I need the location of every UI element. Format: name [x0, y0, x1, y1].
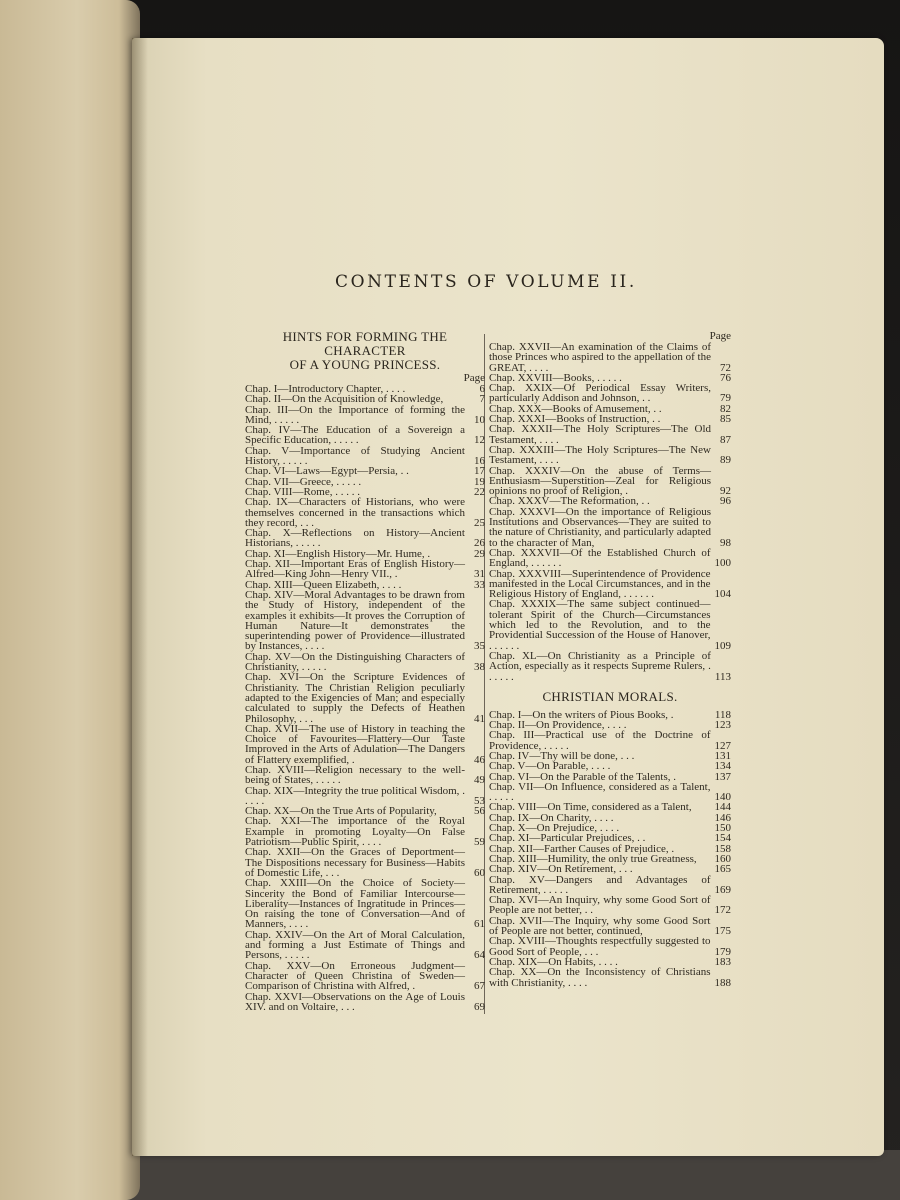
toc-entry [489, 651, 731, 682]
toc-entry-title: Chap. XVII—The Inquiry, why some Good Sort of People are not better, continued, [489, 914, 711, 938]
page-column-label: Page [709, 330, 731, 342]
toc-entry-title: Chap. XXX—Books of Amusement, . . [489, 402, 662, 415]
toc-entry-title: Chap. XII—Farther Causes of Prejudice, . [489, 842, 675, 855]
toc-entry [489, 569, 731, 600]
toc-entry-title: Chap. XXII—On the Graces of Deportment—The Dispositions necessary for Business—Habits of Domestic Life, . . . [245, 846, 465, 879]
toc-entry-title: Chap. XXXIV—On the abuse of Terms—Enthusiasm—Superstition—Zeal for Religious opinions no proof of Religion, . [489, 464, 711, 498]
toc-entry-title: Chap. XXXVII—Of the Established Church of England, . . . . . . [489, 546, 711, 570]
toc-entry-page: 160 [714, 852, 731, 865]
toc-entry-title: Chap. XXI—The importance of the Royal Example in promoting Loyalty—On False Patriotism—Public Spirit, . . . . [245, 815, 465, 849]
page-title: CONTENTS OF VOLUME II. [335, 272, 637, 292]
toc-entry-title: Chap. XVIII—Religion necessary to the well-being of States, . . . . . [245, 763, 465, 787]
toc-entry-title: Chap. XVII—The use of History in teaching the Choice of Favourites—Flattery—Our Taste Improved in the Arts of Adulation—The Dangers of Flattery exemplified, . [245, 722, 465, 766]
toc-entry-page: 19 [474, 475, 485, 488]
toc-entry-page: 179 [714, 945, 731, 958]
toc-entry-page: 140 [714, 791, 731, 804]
toc-entry-title: Chap. IX—On Charity, . . . . [489, 811, 614, 824]
section-title-line-1: HINTS FOR FORMING THE CHARACTER [282, 329, 448, 358]
toc-entry [489, 875, 731, 896]
toc-entry-title: Chap. XXXIX—The same subject continued—tolerant Spirit of the Church—Circumstances which led to the Revolution, and to the Providential Succession of the House of Hanover, . . . . . . [489, 598, 711, 652]
toc-entry-title: Chap. XV—Dangers and Advantages of Retirement, . . . . . [489, 873, 711, 896]
toc-entry-page: 72 [720, 361, 731, 374]
toc-entry-page: 118 [714, 708, 731, 721]
toc-entry [245, 878, 485, 929]
toc-entry-page: 154 [714, 832, 731, 845]
toc-entry [245, 672, 485, 723]
toc-entry-list [489, 342, 731, 682]
toc-entry-title: Chap. IV—The Education of a Sovereign a Specific Education, . . . . . [245, 424, 465, 447]
toc-entry [489, 864, 731, 874]
toc-entry-title: Chap. XI—Particular Prejudices, . . [489, 832, 646, 845]
toc-entry-page: 46 [474, 753, 485, 766]
toc-entry-page: 53 [474, 794, 485, 807]
toc-entry [489, 342, 731, 373]
toc-entry-list [245, 384, 485, 1012]
toc-entry-page: 172 [714, 904, 731, 917]
toc-entry [245, 559, 485, 580]
toc-entry-page: 69 [474, 1000, 485, 1013]
toc-entry-title: Chap. I—On the writers of Pious Books, . [489, 708, 674, 721]
toc-entry-page: 144 [714, 801, 731, 814]
toc-entry [489, 424, 731, 445]
toc-entry [245, 786, 485, 807]
toc-entry-page: 22 [474, 485, 485, 498]
toc-entry-title: Chap. II—On Providence, . . . . [489, 719, 627, 732]
toc-entry-title: Chap. XX—On the Inconsistency of Christians with Christianity, . . . . [489, 966, 711, 989]
toc-entry-title: Chap. XXXI—Books of Instruction, . . [489, 413, 661, 426]
toc-entry-page: 60 [474, 866, 485, 879]
toc-entry-page: 188 [714, 976, 731, 989]
toc-entry-page: 38 [474, 661, 485, 674]
contents-right-column [489, 330, 731, 988]
toc-entry-page: 183 [714, 955, 731, 968]
toc-entry [245, 847, 485, 878]
toc-entry-page: 96 [720, 495, 731, 508]
toc-entry-page: 31 [474, 568, 485, 581]
toc-entry-page: 26 [474, 537, 485, 550]
toc-entry-title: Chap. XVI—An Inquiry, why some Good Sort of People are not better, . . [489, 894, 711, 917]
toc-entry-page: 175 [714, 925, 731, 938]
toc-entry-page: 12 [474, 434, 485, 447]
toc-entry [245, 425, 485, 446]
toc-entry-page: 150 [714, 822, 731, 835]
toc-entry-title: Chap. VI—Laws—Egypt—Persia, . . [245, 465, 409, 478]
toc-entry [245, 765, 485, 786]
toc-entry-title: Chap. III—Practical use of the Doctrine of Providence, . . . . . [489, 729, 711, 752]
toc-entry-page: 82 [720, 402, 731, 415]
toc-entry-page: 10 [474, 413, 485, 426]
toc-entry-title: Chap. XIV—On Retirement, . . . [489, 863, 633, 876]
toc-entry-title: Chap. VIII—On Time, considered as a Talent, [489, 801, 692, 814]
toc-entry-title: Chap. VII—On Influence, considered as a Talent, . . . . . [489, 780, 711, 804]
toc-entry [245, 992, 485, 1013]
toc-entry [489, 383, 731, 404]
toc-entry-title: Chap. X—On Prejudice, . . . . [489, 822, 620, 835]
toc-entry [489, 895, 731, 916]
toc-entry [245, 497, 485, 528]
toc-entry-page: 146 [714, 811, 731, 824]
toc-entry-page: 16 [474, 455, 485, 468]
toc-entry [489, 936, 731, 957]
toc-entry [245, 930, 485, 961]
toc-entry [245, 528, 485, 549]
toc-entry-title: Chap. XII—Important Eras of English History—Alfred—King John—Henry VII., . [245, 558, 465, 581]
toc-entry-page: 76 [720, 371, 731, 384]
toc-entry-title: Chap. XXVI—Observations on the Age of Louis XIV. and on Voltaire, . . . [245, 990, 465, 1013]
toc-entry-list [489, 710, 731, 988]
toc-entry [489, 599, 731, 650]
toc-entry-title: Chap. XIX—Integrity the true political Wisdom, . . . . . [245, 784, 465, 807]
toc-entry-title: Chap. XI—English History—Mr. Hume, . [245, 547, 431, 560]
toc-entry [489, 466, 731, 497]
toc-entry-page: 109 [714, 639, 731, 652]
toc-entry-title: Chap. XIII—Queen Elizabeth, . . . . [245, 578, 402, 591]
toc-entry-title: Chap. XIX—On Habits, . . . . [489, 955, 618, 968]
toc-entry-page: 92 [720, 485, 731, 498]
toc-entry-title: Chap. XXVIII—Books, . . . . . [489, 371, 622, 384]
toc-entry-page: 59 [474, 836, 485, 849]
toc-entry-page: 67 [474, 980, 485, 993]
toc-entry-page: 41 [474, 712, 485, 725]
toc-entry [245, 652, 485, 673]
toc-entry-title: Chap. V—Importance of Studying Ancient History, . . . . . [245, 444, 465, 468]
toc-entry-page: 113 [714, 670, 731, 683]
toc-entry-title: Chap. XV—On the Distinguishing Characters of Christianity, . . . . . [245, 650, 465, 674]
toc-entry-title: Chap. XXXII—The Holy Scriptures—The Old Testament, . . . . [489, 423, 711, 446]
toc-entry-page: 134 [714, 760, 731, 773]
facing-page-edge [0, 0, 140, 1200]
toc-entry-title: Chap. XVI—On the Scripture Evidences of Christianity. The Christian Religion peculiarly adapted to the Exigencies of Man; and especially calculated to supply the Defects of Heathen Philosophy, . . . [245, 671, 465, 725]
toc-entry-page: 98 [720, 536, 731, 549]
toc-entry [489, 730, 731, 751]
toc-entry-page: 29 [474, 547, 485, 560]
toc-entry-title: Chap. XXIV—On the Art of Moral Calculation, and forming a Just Estimate of Things and Persons, . . . . . [245, 928, 465, 962]
toc-entry-page: 165 [714, 863, 731, 876]
toc-entry [489, 782, 731, 803]
toc-entry [489, 916, 731, 937]
toc-entry-title: Chap. XL—On Christianity as a Principle of Action, especially as it respects Supreme Rulers, . . . . . . [489, 649, 711, 683]
toc-entry-title: Chap. IV—Thy will be done, . . . [489, 749, 635, 762]
toc-entry-page: 123 [714, 719, 731, 732]
toc-entry-title: Chap. XXIII—On the Choice of Society—Sincerity the Bond of Familiar Intercourse—Liberality—Instances of Ingratitude in Princes—On raising the tone of Conversation—And of Manners, . . . . [245, 877, 465, 931]
toc-entry-title: Chap. XXXV—The Reformation, . . [489, 495, 650, 508]
toc-entry-page: 79 [720, 392, 731, 405]
toc-entry-page: 85 [720, 413, 731, 426]
toc-entry [489, 548, 731, 569]
toc-entry-page: 127 [714, 739, 731, 752]
toc-entry-title: Chap. XIV—Moral Advantages to be drawn from the Study of History, independent of the examples it exhibits—It proves the Corruption of Human Nature—It demonstrates the superintending power of Providence—illustrated by Instances, . . . . [245, 588, 465, 653]
toc-entry [245, 446, 485, 467]
toc-entry [489, 967, 731, 988]
toc-entry-page: 100 [714, 557, 731, 570]
toc-entry-page: 61 [474, 918, 485, 931]
toc-entry [245, 816, 485, 847]
toc-entry-page: 49 [474, 774, 485, 787]
toc-entry-title: Chap. IX—Characters of Historians, who were themselves concerned in the transactions which they record, . . . [245, 496, 465, 529]
toc-entry-page: 131 [714, 749, 731, 762]
toc-entry-title: Chap. XIII—Humility, the only true Greatness, [489, 852, 697, 865]
toc-entry-title: Chap. XXXIII—The Holy Scriptures—The New Testament, . . . . [489, 443, 711, 467]
toc-entry-title: Chap. VII—Greece, . . . . . [245, 475, 362, 488]
toc-entry-page: 35 [474, 640, 485, 653]
toc-entry-page: 87 [720, 433, 731, 446]
toc-entry-title: Chap. XXV—On Erroneous Judgment—Character of Queen Christina of Sweden—Comparison of Christina with Alfred, . [245, 959, 465, 993]
toc-entry-title: Chap. III—On the Importance of forming the Mind, . . . . . [245, 403, 465, 426]
toc-entry-title: Chap. VI—On the Parable of the Talents, . [489, 770, 677, 783]
toc-entry [245, 590, 485, 652]
toc-entry-title: Chap. II—On the Acquisition of Knowledge, [245, 393, 444, 406]
toc-entry-title: Chap. XXIX—Of Periodical Essay Writers, particularly Addison and Johnson, . . [489, 382, 711, 405]
toc-entry-title: Chap. XXXVI—On the importance of Religious Institutions and Observances—They are suited to the nature of Christianity, and particularly adapted to the character of Man, [489, 505, 711, 549]
toc-entry-title: Chap. XVIII—Thoughts respectfully suggested to Good Sort of People, . . . [489, 935, 711, 958]
toc-entry-title: Chap. VIII—Rome, . . . . . [245, 485, 360, 498]
toc-entry-page: 64 [474, 949, 485, 962]
toc-entry-title: Chap. I—Introductory Chapter, . . . . [245, 383, 406, 395]
section-title-christian-morals: CHRISTIAN MORALS. [542, 688, 678, 704]
toc-entry-page: 89 [720, 454, 731, 467]
toc-entry-page: 7 [479, 393, 485, 406]
toc-entry-page: 137 [714, 770, 731, 783]
toc-entry [245, 405, 485, 426]
toc-entry-page: 33 [474, 578, 485, 591]
toc-entry-page: 25 [474, 516, 485, 529]
toc-entry [489, 445, 731, 466]
toc-entry-page: 6 [479, 383, 485, 395]
toc-entry-page: 56 [474, 805, 485, 818]
toc-entry [245, 724, 485, 765]
toc-entry-title: Chap. XXXVIII—Superintendence of Providence manifested in the Local Circumstances, and in the Religious History of England, . . . . . . [489, 567, 711, 601]
toc-entry-page: 169 [714, 883, 731, 896]
contents-left-column [245, 330, 485, 1012]
toc-entry-page: 158 [714, 842, 731, 855]
toc-entry-title: Chap. X—Reflections on History—Ancient Historians, . . . . . [245, 527, 465, 550]
page-gutter-shadow [132, 38, 148, 1156]
toc-entry-title: Chap. XXVII—An examination of the Claims of those Princes who aspired to the appellation of the GREAT, . . . . [489, 341, 711, 374]
toc-entry-title: Chap. XX—On the True Arts of Popularity, [245, 805, 437, 818]
page-column-label: Page [463, 372, 485, 384]
section-title-line-2: OF A YOUNG PRINCESS. [289, 357, 441, 372]
toc-entry-page: 104 [714, 588, 731, 601]
toc-entry-page: 17 [474, 465, 485, 478]
toc-entry [245, 961, 485, 992]
toc-entry-title: Chap. V—On Parable, . . . . [489, 760, 611, 773]
toc-entry [489, 507, 731, 548]
